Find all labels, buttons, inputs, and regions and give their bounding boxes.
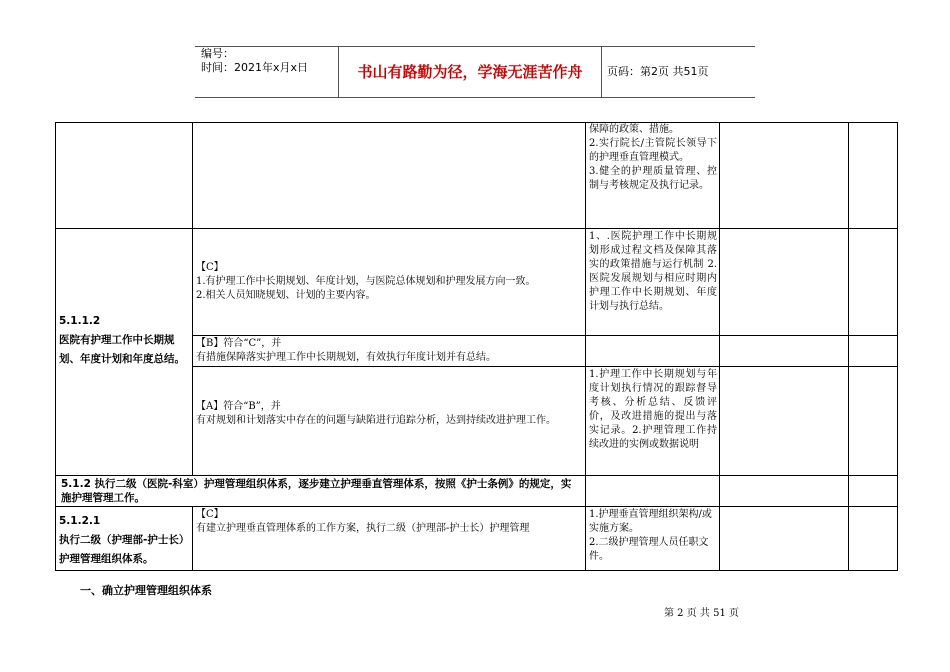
- item-5112-a-criteria: [196, 400, 582, 444]
- section-512-heading: 5.1.2 执行二级（医院-科室）护理管理组织体系，逐步建立护理垂直管理体系，按照《护士条例》的规定，实施护理管理工作。: [61, 478, 572, 504]
- evidence-line: 2.二级护理管理人员任职文件。: [589, 537, 709, 562]
- item-5121-c-criteria: [196, 508, 582, 568]
- item-5121-label: [59, 512, 189, 568]
- item-code: 5.1.2.1: [59, 515, 101, 527]
- item-code: 5.1.1.2: [59, 315, 101, 327]
- criteria-line: 【B】符合“C”，并: [196, 338, 282, 349]
- page-header: [195, 46, 755, 98]
- criteria-line: 【A】符合“B”，并: [196, 401, 281, 412]
- page-footer: 第 2 页 共 51 页: [664, 608, 739, 619]
- number-label: 编号：: [201, 47, 234, 60]
- row0-evidence-line: 3.健全的护理质量管理、控制与考核规定及执行记录。: [589, 166, 717, 191]
- item-title: 执行二级（护理部-护士长）护理管理组织体系。: [59, 534, 185, 565]
- standards-table: [55, 122, 898, 571]
- item-5121-c-evidence: [589, 508, 717, 568]
- criteria-line: 有措施保障落实护理工作中长期规划，有效执行年度计划并有总结。: [196, 352, 496, 363]
- criteria-line: 【C】: [196, 509, 224, 520]
- item-5112-b-criteria: [196, 337, 582, 365]
- item-title: 医院有护理工作中长期规划、年度计划和年度总结。: [59, 334, 185, 365]
- page-number-label: 页码：第2页 共51页: [607, 65, 709, 78]
- criteria-line: 有建立护理垂直管理体系的工作方案，执行二级（护理部-护士长）护理管理: [196, 523, 530, 534]
- item-5112-a-evidence: 1.护理工作中长期规划与年度计划执行情况的跟踪督导考核、分析总结、反馈评价，及改进措施的提出与落实记录。2.护理管理工作持续改进的实例或数据说明: [589, 369, 717, 450]
- section-heading: 一、确立护理管理组织体系: [80, 584, 212, 597]
- evidence-line: 1.护理垂直管理组织架构/或实施方案。: [589, 509, 712, 534]
- item-5112-c-evidence: 1、.医院护理工作中长期规划形成过程文档及保障其落实的政策措施与运行机制 2.医院发展规划与相应时期内护理工作中长期规划、年度计划与执行总结。: [589, 231, 717, 312]
- time-label: 时间：2021年x月x日: [201, 61, 309, 74]
- criteria-line: 【C】: [196, 262, 224, 273]
- criteria-line: 2.相关人员知晓规划、计划的主要内容。: [196, 290, 376, 301]
- criteria-line: 1.有护理工作中长期规划、年度计划，与医院总体规划和护理发展方向一致。: [196, 276, 536, 287]
- header-motto: 书山有路勤为径，学海无涯苦作舟: [339, 47, 602, 97]
- header-meta: [195, 47, 339, 97]
- row0-evidence-line: 2.实行院长/主管院长领导下的护理垂直管理模式。: [589, 138, 717, 163]
- criteria-line: 有对规划和计划落实中存在的问题与缺陷进行追踪分析，达到持续改进护理工作。: [196, 415, 556, 426]
- row0-evidence: [589, 123, 717, 227]
- row0-evidence-line: 保障的政策、措施。: [589, 124, 679, 135]
- item-5112-label: [59, 312, 189, 392]
- item-5112-c-criteria: [196, 261, 582, 321]
